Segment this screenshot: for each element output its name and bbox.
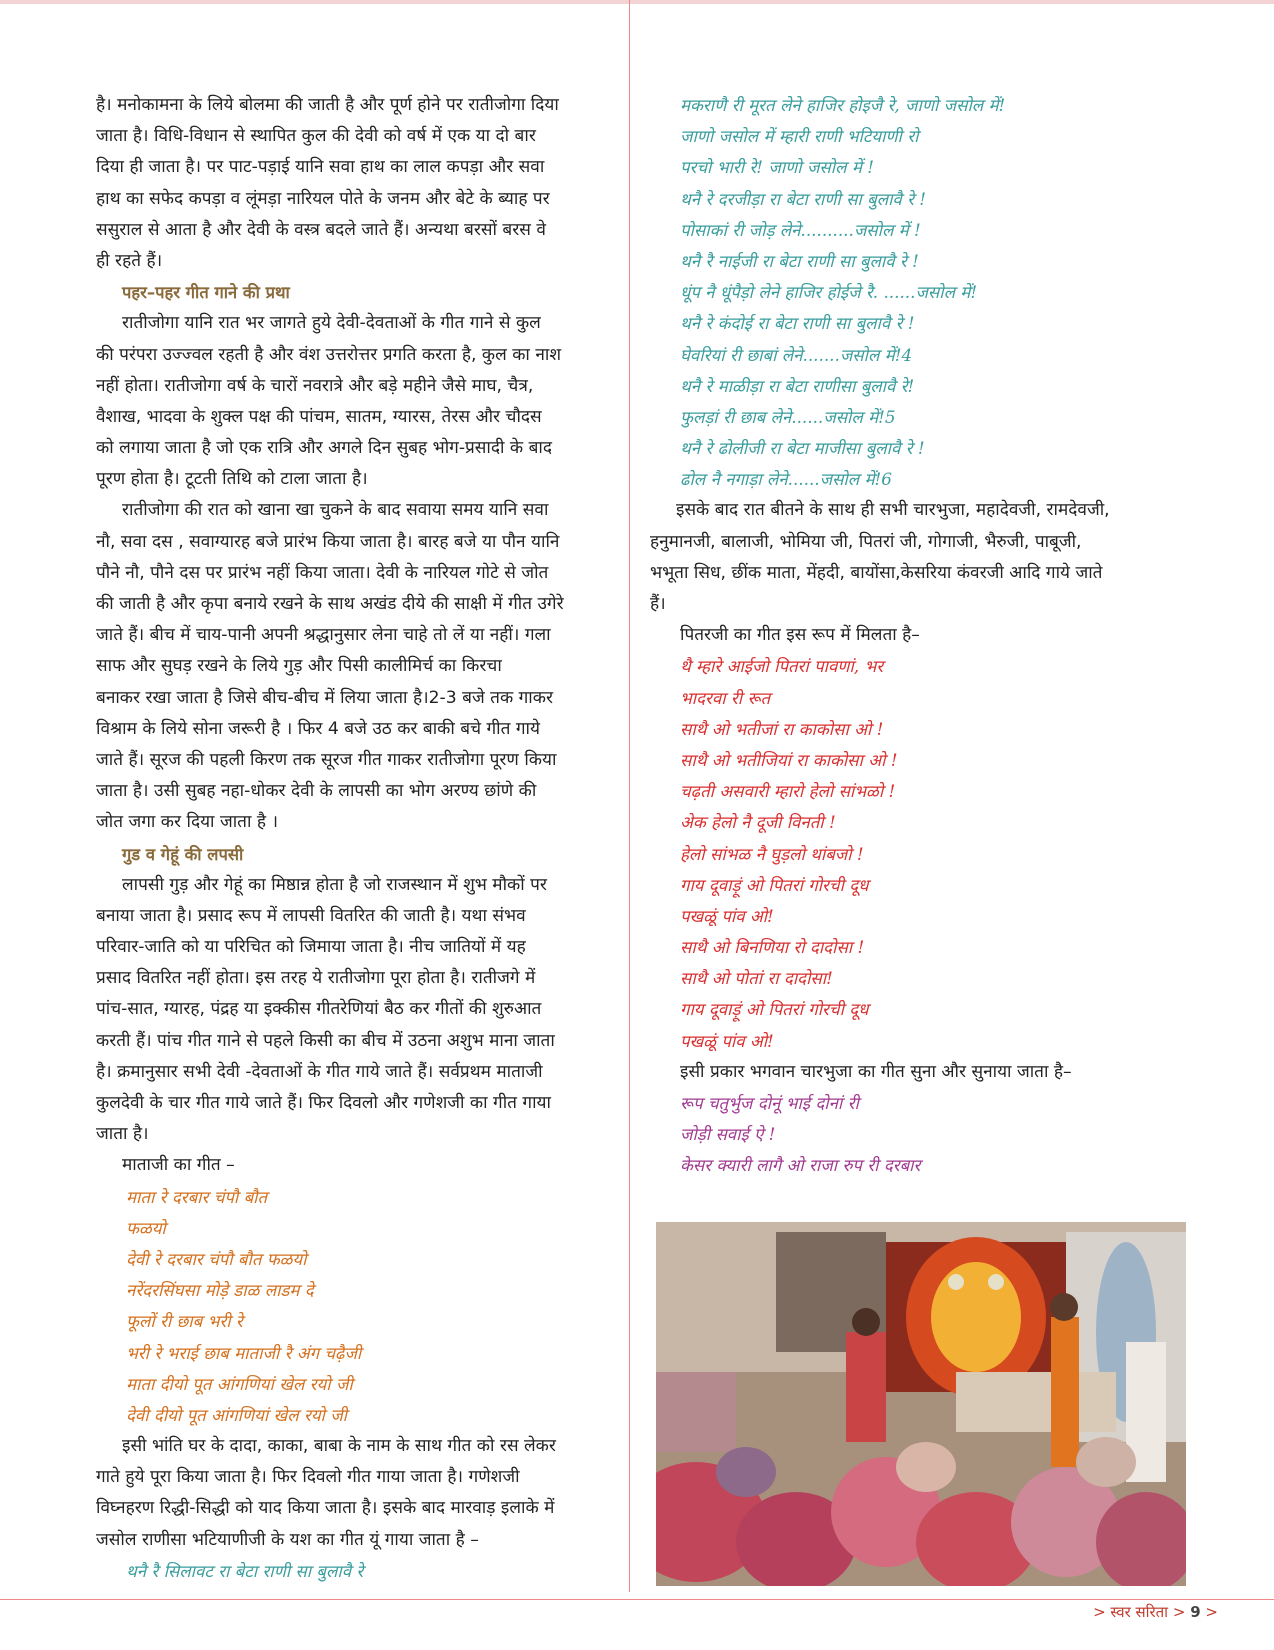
photo-illustration [656, 1222, 1186, 1586]
song-line: भरी रे भराई छाब माताजी रै अंग चढ़ैजी [126, 1342, 362, 1363]
page-footer [1093, 1602, 1218, 1622]
song-line: ढोल नै नगाड़ा लेने......जसोल में!6 [680, 469, 892, 490]
pitar-song [650, 651, 1160, 1056]
song-line: माता रे दरबार चंपौ बौत [126, 1186, 268, 1207]
song-line: हेलो सांभळ नै घुड़लो थांबजो ! [680, 843, 864, 864]
text-line: जोत जगा कर दिया जाता है । [96, 812, 278, 833]
text-line: पांच-सात, ग्यारह, पंद्रह या इक्कीस गीतरेणियां बैठ कर गीतों की शुरुआत [96, 999, 542, 1020]
song-line: पोसाकां री जोड़ लेने..........जसोल में ! [680, 219, 921, 240]
song-line: थनै रै नाईजी रा बेटा राणी सा बुलावै रे ! [680, 250, 919, 271]
text-line: विघ्नहरण रिद्धी-सिद्धी को याद किया जाता है। इसके बाद मारवाड़ इलाके में [96, 1498, 555, 1519]
text-line: इसी भांति घर के दादा, काका, बाबा के नाम के साथ गीत को रस लेकर [122, 1436, 556, 1457]
song-line: थनै रे ढोलीजी रा बेटा माजीसा बुलावै रे ! [680, 438, 925, 459]
text-line: को लगाया जाता है जो एक रात्रि और अगले दिन सुबह भोग-प्रसादी के बाद [96, 438, 552, 459]
song-line: नरेंदरसिंघसा मोड़े डाळ लाडम दे [126, 1280, 314, 1301]
text-line: रातीजोगा यानि रात भर जागते हुये देवी-देवताओं के गीत गाने से कुल [122, 313, 541, 334]
paragraph-bolma [96, 90, 600, 277]
song-line: फूलों री छाब भरी रे [126, 1311, 243, 1332]
text-line: कुलदेवी के चार गीत गाये जाते हैं। फिर दिवलो और गणेशजी का गीत गाया [96, 1093, 551, 1113]
text-line: पूरण होता है। टूटती तिथि को टाला जाता है। [96, 469, 368, 490]
song-line: केसर क्यारी लागै ओ राजा रुप री दरबार [680, 1155, 921, 1176]
text-line: प्रसाद वितरित नहीं होता। इस तरह ये रातीजोगा पूरा होता है। रातीजगे में [96, 968, 536, 989]
text-line: भभूता सिध, छींक माता, मेंहदी, बायोंसा,केसरिया कंवरजी आदि गाये जाते [650, 562, 1103, 583]
song-line: जाणो जसोल में म्हारी राणी भटियाणी रो [680, 126, 919, 147]
text-line: दिया ही जाता है। पर पाट-पड़ाई यानि सवा हाथ का लाल कपड़ा और सवा [96, 157, 545, 178]
text-line: विश्राम के लिये सोना जरूरी है । फिर 4 बजे उठ कर बाकी बचे गीत गाये [96, 718, 540, 739]
song-line: जोड़ी सवाई ऐ ! [680, 1124, 776, 1145]
paragraph-deities [650, 495, 1160, 620]
text-line: वैशाख, भादवा के शुक्ल पक्ष की पांचम, सातम, ग्यारस, तेरस और चौदस [96, 406, 542, 427]
charbhuja-song-intro: इसी प्रकार भगवान चारभुजा का गीत सुना और सुनाया जाता है– [680, 1061, 1072, 1082]
text-line: हनुमानजी, बालाजी, भोमिया जी, पितरां जी, गोगाजी, भैरुजी, पाबूजी, [650, 531, 1082, 552]
page-number: 9 [1190, 1603, 1201, 1621]
mataji-song-intro: माताजी का गीत – [122, 1155, 235, 1176]
charbhuja-song [650, 1088, 1160, 1182]
song-line: साथै ओ भतीजियां रा काकोसा ओ ! [680, 749, 898, 770]
footer-rule [0, 1599, 1274, 1600]
text-line: की परंपरा उज्ज्वल रहती है और वंश उत्तरोत्तर प्रगति करता है, कुल का नाश [96, 344, 562, 365]
text-line: साफ और सुघड़ रखने के लिये गुड़ और पिसी कालीमिर्च का किरचा [96, 656, 502, 677]
text-line: जाता है। विधि-विधान से स्थापित कुल की देवी को वर्ष में एक या दो बार [96, 126, 536, 147]
text-line: जाता है। उसी सुबह नहा-धोकर देवी के लापसी का भोग अरण्य छांणे की [96, 781, 537, 802]
section-heading-lapsi: गुड व गेहूं की लपसी [122, 844, 244, 864]
song-line: थै म्हारे आईजो पितरां पावणां, भर [680, 656, 884, 677]
song-line: साथै ओ पोतां रा दादोसा! [680, 968, 833, 989]
text-line: जाते हैं। बीच में चाय-पानी अपनी श्रद्धानुसार लेना चाहे तो लें या नहीं। गला [96, 625, 551, 646]
song-line: भादरवा री रूत [680, 687, 771, 708]
text-line: बनाकर रखा जाता है जिसे बीच-बीच में लिया जाता है।2-3 बजे तक गाकर [96, 687, 553, 708]
text-line: की जाती है और कृपा बनाये रखने के साथ अखंड दीये की साक्षी में गीत उगेरे [96, 594, 564, 614]
text-line: नहीं होता। रातीजोगा वर्ष के चारों नवरात्रे और बड़े महीने जैसे माघ, चैत्र, [96, 375, 534, 396]
magazine-name: > स्वर सरिता > [1093, 1603, 1186, 1621]
song-line: रूप चतुर्भुज दोनूं भाई दोनां री [680, 1093, 859, 1113]
text-line: हाथ का सफेद कपड़ा व लूंमड़ा नारियल पोते के जनम और बेटे के ब्याह पर [96, 188, 550, 209]
song-line: थनै रे माळीड़ा रा बेटा राणीसा बुलावै रे! [680, 375, 915, 396]
left-column [96, 90, 600, 1587]
song-line: पखळूं पांव ओ! [680, 1030, 774, 1051]
footer-arrow: > [1205, 1603, 1218, 1621]
top-rule [0, 0, 1274, 4]
text-line: जाते हैं। सूरज की पहली किरण तक सूरज गीत गाकर रातीजोगा पूरण किया [96, 749, 557, 770]
paragraph-ratijoga [96, 308, 600, 495]
song-line: धूंप नै धूंपैड़ो लेने हाजिर होईजे रै. ......जसोल में! [680, 282, 978, 303]
right-column [650, 90, 1160, 1182]
song-line: पखळूं पांव ओ! [680, 905, 774, 926]
text-line: है। मनोकामना के लिये बोलमा की जाती है और पूर्ण होने पर रातीजोगा दिया [96, 95, 559, 115]
text-line: ससुराल से आता है और देवी के वस्त्र बदले जाते हैं। अन्यथा बरसों बरस वे [96, 219, 546, 240]
song-line: घेवरियां री छाबां लेने.......जसोल में!4 [680, 344, 913, 365]
song-line: अेक हेलो नै दूजी विनती ! [680, 812, 836, 833]
song-line: थनै रे कंदोई रा बेटा राणी सा बुलावै रे ! [680, 313, 915, 334]
column-divider [629, 0, 630, 1592]
jasol-song-first-line: थनै रै सिलावट रा बेटा राणी सा बुलावै रे [126, 1560, 364, 1581]
pitar-song-intro: पितरजी का गीत इस रूप में मिलता है– [680, 625, 920, 646]
text-line: हैं। [650, 594, 666, 614]
song-line: थनै रे दरजीड़ा रा बेटा राणी सा बुलावै रे ! [680, 188, 927, 209]
song-line: फळयो [126, 1217, 166, 1238]
song-line: साथै ओ भतीजां रा काकोसा ओ ! [680, 718, 884, 739]
song-line: देवी दीयो पूत आंगणियां खेल रयो जी [126, 1404, 348, 1425]
text-line: इसके बाद रात बीतने के साथ ही सभी चारभुजा, महादेवजी, रामदेवजी, [676, 500, 1110, 521]
section-heading-pahar: पहर–पहर गीत गाने की प्रथा [122, 283, 290, 303]
jasol-song [650, 90, 1160, 495]
paragraph-lapsi [96, 870, 600, 1151]
text-line: जसोल राणीसा भटियाणीजी के यश का गीत यूं गाया जाता है – [96, 1529, 479, 1550]
text-line: करती हैं। पांच गीत गाने से पहले किसी का बीच में उठना अशुभ माना जाता [96, 1030, 555, 1051]
song-line: देवी रे दरबार चंपौ बौत फळयो [126, 1248, 307, 1269]
song-line: माता दीयो पूत आंगणियां खेल रयो जी [126, 1373, 353, 1394]
song-line: परचो भारी रे! जाणो जसोल में ! [680, 157, 874, 178]
paragraph-ratijoga-night [96, 495, 600, 838]
song-line: फुलड़ां री छाब लेने......जसोल में!5 [680, 406, 896, 427]
text-line: बनाया जाता है। प्रसाद रूप में लापसी वितरित की जाती है। यथा संभव [96, 905, 526, 926]
song-line: गाय दूवाड़ूं ओ पितरां गोरची दूध [680, 999, 869, 1020]
text-line: पौने नौ, पौने दस पर प्रारंभ नहीं किया जाता। देवी के नारियल गोटे से जोत [96, 562, 549, 583]
paragraph-divlo [96, 1431, 600, 1556]
text-line: गाते हुये पूरा किया जाता है। फिर दिवलो गीत गाया जाता है। गणेशजी [96, 1467, 520, 1488]
devotional-gathering-photo [656, 1222, 1186, 1586]
text-line: नौ, सवा दस , सवाग्यारह बजे प्रारंभ किया जाता है। बारह बजे या पौन यानि [96, 531, 560, 552]
text-line: जाता है। [96, 1124, 149, 1145]
song-line: मकराणै री मूरत लेने हाजिर होइजै रे, जाणो जसोल में! [680, 95, 1006, 115]
song-line: साथै ओ बिनणिया रो दादोसा ! [680, 937, 865, 958]
text-line: परिवार-जाति को या परिचित को जिमाया जाता है। नीच जातियों में यह [96, 937, 526, 958]
text-line: ही रहते हैं। [96, 250, 163, 271]
text-line: है। क्रमानुसार सभी देवी -देवताओं के गीत गाये जाते हैं। सर्वप्रथम माताजी [96, 1061, 543, 1082]
text-line: रातीजोगा की रात को खाना खा चुकने के बाद सवाया समय यानि सवा [122, 500, 549, 521]
text-line: लापसी गुड़ और गेहूं का मिष्ठान्न होता है जो राजस्थान में शुभ मौकों पर [122, 874, 547, 895]
mataji-song [96, 1182, 600, 1432]
song-line: चढ़ती असवारी म्हारो हेलो सांभळो ! [680, 781, 896, 802]
song-line: गाय दूवाड़ूं ओ पितरां गोरची दूध [680, 874, 869, 895]
